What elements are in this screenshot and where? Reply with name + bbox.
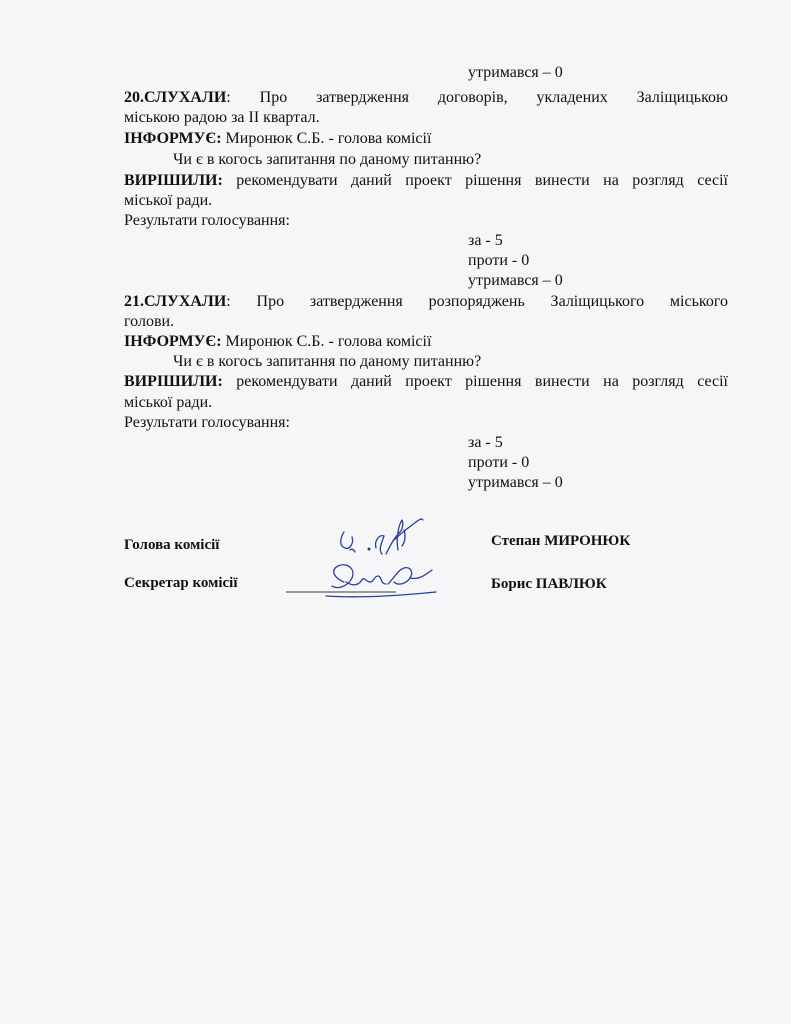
item-21-informs [124,332,431,352]
chair-title: Голова комісії [124,537,220,553]
item-21-vote-for: за - 5 [468,434,503,451]
decided-label: ВИРІШИЛИ: [124,172,223,189]
item-20-decided-cont: міської ради. [124,192,213,209]
item-21-vote-abstained: утримався – 0 [468,474,563,491]
informs-label: ІНФОРМУЄ: [124,130,222,147]
item-20-decided [124,171,728,191]
item-21-question: Чи є в когось запитання по даному питанню? [173,353,482,370]
item-20-vote-abstained: утримався – 0 [468,272,563,289]
item-20-heard [124,88,728,108]
item-20-vote-for: за - 5 [468,232,503,249]
item-21-heard-cont: голови. [124,313,175,330]
secretary-signature-graphic [286,552,446,604]
informs-text: Миронюк С.Б. - голова комісії [221,130,432,147]
secretary-title: Секретар комісії [124,575,238,591]
vote-abstained-carryover: утримався – 0 [468,64,563,81]
chair-name: Степан МИРОНЮК [491,533,631,549]
item-21-heard [124,292,728,312]
item-20-question: Чи є в когось запитання по даному питанню? [173,151,482,168]
informs-text: Миронюк С.Б. - голова комісії [221,333,432,350]
item-20-vote-against: проти - 0 [468,252,530,269]
item-20-results-label: Результати голосування: [124,212,290,229]
heard-label: 21.СЛУХАЛИ [124,293,227,310]
decided-label: ВИРІШИЛИ: [124,373,223,390]
item-21-vote-against: проти - 0 [468,454,530,471]
decided-text: рекомендувати даний проект рішення винести на розгляд сесії [222,172,728,189]
item-21-decided [124,372,728,392]
decided-text: рекомендувати даний проект рішення винести на розгляд сесії [222,373,728,390]
item-21-results-label: Результати голосування: [124,414,290,431]
item-20-heard-cont: міською радою за ІІ квартал. [124,109,320,126]
item-20-informs [124,129,431,149]
heard-label: 20.СЛУХАЛИ [124,89,227,106]
heard-text: : Про затвердження розпоряджень Заліщицького міського [226,293,728,310]
item-21-decided-cont: міської ради. [124,394,213,411]
informs-label: ІНФОРМУЄ: [124,333,222,350]
heard-text: : Про затвердження договорів, укладених Заліщицькою [226,89,728,106]
secretary-name: Борис ПАВЛЮК [491,576,607,592]
